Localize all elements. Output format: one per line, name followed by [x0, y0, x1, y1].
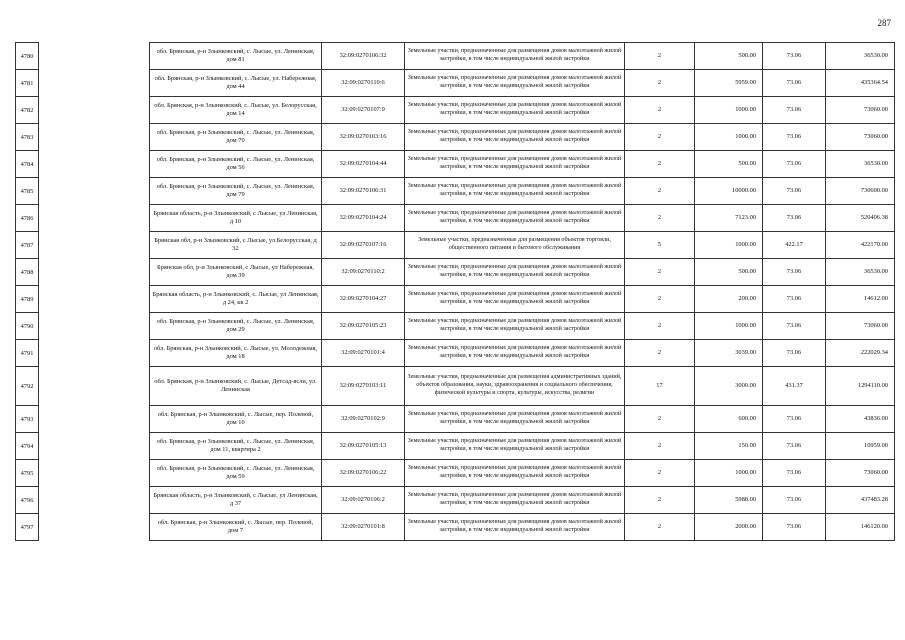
land-use-purpose-cell: Земельные участки, предназначенные для размещения домов малоэтажной жилой застройки, в том числе индивидуальной жилой застройки	[405, 340, 625, 367]
cadastral-value-cell: 36530.00	[826, 43, 895, 70]
area-cell: 5988.00	[695, 487, 763, 514]
address-cell: Брянская область, р-н Злынковский, с. Лысые, ул Ленинская, д 24, кв 2	[150, 286, 322, 313]
cadastral-value-cell: 146120.00	[826, 514, 895, 541]
area-cell: 600.00	[695, 406, 763, 433]
use-group-code-cell: 2	[625, 286, 695, 313]
specific-value-cell: 73.06	[763, 97, 826, 124]
row-number: 4783	[16, 124, 39, 151]
table-row	[150, 151, 895, 178]
cadastral-number-cell: 32:09:0270106:32	[322, 43, 405, 70]
row-number: 4790	[16, 313, 39, 340]
cadastral-number-cell: 32:09:0270106:31	[322, 178, 405, 205]
specific-value-cell: 73.06	[763, 487, 826, 514]
specific-value-cell: 73.06	[763, 178, 826, 205]
row-number: 4780	[16, 43, 39, 70]
land-use-purpose-cell: Земельные участки, предназначенные для размещения домов малоэтажной жилой застройки, в том числе индивидуальной жилой застройки	[405, 259, 625, 286]
land-use-purpose-cell: Земельные участки, предназначенные для размещения объектов торговли, общественного питания и бытового обслуживания	[405, 232, 625, 259]
cadastral-number-cell: 32:09:0270107:16	[322, 232, 405, 259]
use-group-code-cell: 2	[625, 124, 695, 151]
area-cell: 500.00	[695, 43, 763, 70]
land-use-purpose-cell: Земельные участки, предназначенные для размещения домов малоэтажной жилой застройки, в том числе индивидуальной жилой застройки	[405, 97, 625, 124]
table-row	[150, 232, 895, 259]
area-cell: 10000.00	[695, 178, 763, 205]
address-cell: обл. Брянская, р-н Злынковский, с. Лысые, пер. Полевой, дом 7	[150, 514, 322, 541]
land-use-purpose-cell: Земельные участки, предназначенные для размещения домов малоэтажной жилой застройки, в том числе индивидуальной жилой застройки	[405, 205, 625, 232]
use-group-code-cell: 2	[625, 178, 695, 205]
use-group-code-cell: 2	[625, 97, 695, 124]
specific-value-cell: 73.06	[763, 205, 826, 232]
row-number: 4786	[16, 205, 39, 232]
cadastral-number-cell: 32:09:0270106:22	[322, 460, 405, 487]
table-row	[150, 433, 895, 460]
address-cell: Брянская обл, р-н Злынковский, с Лысые, ул Белорусская, д 32	[150, 232, 322, 259]
area-cell: 5959.00	[695, 70, 763, 97]
cadastral-value-cell: 73060.00	[826, 313, 895, 340]
row-number: 4794	[16, 433, 39, 460]
cadastral-value-cell: 422170.00	[826, 232, 895, 259]
row-number-row	[16, 259, 39, 286]
table-row	[150, 487, 895, 514]
land-use-purpose-cell: Земельные участки, предназначенные для размещения домов малоэтажной жилой застройки, в том числе индивидуальной жилой застройки	[405, 70, 625, 97]
use-group-code-cell: 2	[625, 340, 695, 367]
specific-value-cell: 73.06	[763, 70, 826, 97]
land-use-purpose-cell: Земельные участки, предназначенные для размещения домов малоэтажной жилой застройки, в том числе индивидуальной жилой застройки	[405, 433, 625, 460]
table-row	[150, 313, 895, 340]
table-row	[150, 259, 895, 286]
cadastral-value-cell: 73060.00	[826, 97, 895, 124]
address-cell: обл. Брянская, р-н Злынковский, с. Лысые, ул. Ленинская, дом 56	[150, 151, 322, 178]
use-group-code-cell: 2	[625, 205, 695, 232]
address-cell: Брянская обл, р-н Злынковский, с Лысые, ул Набережная, дом 39	[150, 259, 322, 286]
row-number-row	[16, 313, 39, 340]
land-use-purpose-cell: Земельные участки, предназначенные для размещения домов малоэтажной жилой застройки, в том числе индивидуальной жилой застройки	[405, 178, 625, 205]
row-number: 4795	[16, 460, 39, 487]
address-cell: обл. Брянская, р-н Злынковский, с. Лысые, Детсад-ясли, ул. Ленинская	[150, 367, 322, 406]
address-cell: обл. Брянская, р-н Злынковский, с. Лысые, ул. Молодежная, дом 18	[150, 340, 322, 367]
table-row	[150, 514, 895, 541]
row-number: 4791	[16, 340, 39, 367]
address-cell: обл. Брянская, р-н Злынковский, с. Лысые, ул. Ленинская, дом 70	[150, 124, 322, 151]
cadastral-number-cell: 32:09:0270106:2	[322, 487, 405, 514]
use-group-code-cell: 2	[625, 460, 695, 487]
row-number-row	[16, 433, 39, 460]
cadastral-number-cell: 32:09:0270110:6	[322, 70, 405, 97]
row-number-row	[16, 43, 39, 70]
cadastral-number-cell: 32:09:0270102:9	[322, 406, 405, 433]
row-number: 4792	[16, 367, 39, 406]
cadastral-value-cell: 1294110.00	[826, 367, 895, 406]
specific-value-cell: 73.06	[763, 406, 826, 433]
cadastral-number-cell: 32:09:0270103:11	[322, 367, 405, 406]
table-row	[150, 70, 895, 97]
row-number-row	[16, 286, 39, 313]
row-number-row	[16, 178, 39, 205]
table-row	[150, 178, 895, 205]
land-use-purpose-cell: Земельные участки, предназначенные для размещения домов малоэтажной жилой застройки, в том числе индивидуальной жилой застройки	[405, 460, 625, 487]
address-cell: обл. Брянская, р-н Злынковский, с. Лысые, ул. Ленинская, дом 79	[150, 178, 322, 205]
table-row	[150, 97, 895, 124]
table-row	[150, 124, 895, 151]
row-number: 4789	[16, 286, 39, 313]
use-group-code-cell: 2	[625, 433, 695, 460]
land-use-purpose-cell: Земельные участки, предназначенные для размещения домов малоэтажной жилой застройки, в том числе индивидуальной жилой застройки	[405, 487, 625, 514]
row-number-row	[16, 514, 39, 541]
table-row	[150, 340, 895, 367]
use-group-code-cell: 2	[625, 514, 695, 541]
land-use-purpose-cell: Земельные участки, предназначенные для размещения домов малоэтажной жилой застройки, в том числе индивидуальной жилой застройки	[405, 124, 625, 151]
address-cell: обл. Брянская, р-н Злынковский, с. Лысые, ул. Ленинская, дом 59	[150, 460, 322, 487]
cadastral-value-cell: 10959.00	[826, 433, 895, 460]
address-cell: обл. Брянская, р-н Злынковский, с. Лысые, ул. Ленинская, дом 11, квартира 2	[150, 433, 322, 460]
land-use-purpose-cell: Земельные участки, предназначенные для размещения домов малоэтажной жилой застройки, в том числе индивидуальной жилой застройки	[405, 151, 625, 178]
table-row	[150, 43, 895, 70]
use-group-code-cell: 2	[625, 151, 695, 178]
use-group-code-cell: 5	[625, 232, 695, 259]
cadastral-number-cell: 32:09:0270104:24	[322, 205, 405, 232]
table-row	[150, 367, 895, 406]
cadastral-number-cell: 32:09:0270104:44	[322, 151, 405, 178]
area-cell: 1000.00	[695, 124, 763, 151]
table-row	[150, 205, 895, 232]
address-cell: обл. Брянская, р-н Злынковский, с. Лысые, пер. Полевой, дом 10	[150, 406, 322, 433]
land-use-purpose-cell: Земельные участки, предназначенные для размещения домов малоэтажной жилой застройки, в том числе индивидуальной жилой застройки	[405, 286, 625, 313]
use-group-code-cell: 2	[625, 487, 695, 514]
land-use-purpose-cell: Земельные участки, предназначенные для размещения домов малоэтажной жилой застройки, в том числе индивидуальной жилой застройки	[405, 313, 625, 340]
cadastral-number-cell: 32:09:0270101:8	[322, 514, 405, 541]
address-cell: обл. Брянская, р-н Злынковский, с. Лысые, ул. Ленинская, дом 81	[150, 43, 322, 70]
address-cell: обл. Брянская, р-н Злынковский, с. Лысые, ул. Набережная, дом 44	[150, 70, 322, 97]
area-cell: 150.00	[695, 433, 763, 460]
land-use-purpose-cell: Земельные участки, предназначенные для размещения домов малоэтажной жилой застройки, в том числе индивидуальной жилой застройки	[405, 406, 625, 433]
cadastral-number-cell: 32:09:0270110:2	[322, 259, 405, 286]
cadastral-value-cell: 43836.00	[826, 406, 895, 433]
area-cell: 200.00	[695, 286, 763, 313]
row-number-row	[16, 205, 39, 232]
cadastral-number-cell: 32:09:0270105:23	[322, 313, 405, 340]
page-number: 287	[877, 18, 891, 28]
cadastral-number-cell: 32:09:0270101:4	[322, 340, 405, 367]
cadastral-value-cell: 437483.28	[826, 487, 895, 514]
area-cell: 7123.00	[695, 205, 763, 232]
row-number: 4793	[16, 406, 39, 433]
area-cell: 500.00	[695, 151, 763, 178]
cadastral-value-cell: 36530.00	[826, 259, 895, 286]
cadastral-value-cell: 435364.54	[826, 70, 895, 97]
cadastral-value-cell: 73060.00	[826, 124, 895, 151]
cadastral-number-cell: 32:09:0270105:13	[322, 433, 405, 460]
table-row	[150, 460, 895, 487]
cadastral-value-cell: 14612.00	[826, 286, 895, 313]
address-cell: обл. Брянская, р-н Злынковский, с. Лысые, ул. Белорусская, дом 14	[150, 97, 322, 124]
row-number-row	[16, 367, 39, 406]
land-use-purpose-cell: Земельные участки, предназначенные для размещения домов малоэтажной жилой застройки, в том числе индивидуальной жилой застройки	[405, 43, 625, 70]
specific-value-cell: 73.06	[763, 460, 826, 487]
land-plots-table	[149, 42, 895, 541]
row-number: 4781	[16, 70, 39, 97]
row-number: 4787	[16, 232, 39, 259]
address-cell: Брянская область, р-н Злынковский, с Лысые, ул Ленинская, д 10	[150, 205, 322, 232]
specific-value-cell: 431.37	[763, 367, 826, 406]
cadastral-value-cell: 73060.00	[826, 460, 895, 487]
cadastral-number-cell: 32:09:0270104:27	[322, 286, 405, 313]
use-group-code-cell: 2	[625, 313, 695, 340]
area-cell: 1000.00	[695, 460, 763, 487]
use-group-code-cell: 2	[625, 259, 695, 286]
row-number-row	[16, 406, 39, 433]
use-group-code-cell: 17	[625, 367, 695, 406]
row-number-row	[16, 487, 39, 514]
specific-value-cell: 73.06	[763, 433, 826, 460]
cadastral-value-cell: 730600.00	[826, 178, 895, 205]
use-group-code-cell: 2	[625, 406, 695, 433]
specific-value-cell: 73.06	[763, 286, 826, 313]
address-cell: обл. Брянская, р-н Злынковский, с. Лысые, ул. Ленинская, дом 29	[150, 313, 322, 340]
area-cell: 1000.00	[695, 232, 763, 259]
row-number-row	[16, 124, 39, 151]
area-cell: 3039.00	[695, 340, 763, 367]
use-group-code-cell: 2	[625, 70, 695, 97]
specific-value-cell: 73.06	[763, 259, 826, 286]
area-cell: 1000.00	[695, 97, 763, 124]
row-number: 4788	[16, 259, 39, 286]
table-row	[150, 286, 895, 313]
specific-value-cell: 73.06	[763, 124, 826, 151]
cadastral-number-cell: 32:09:0270103:16	[322, 124, 405, 151]
row-number-column	[15, 42, 39, 541]
specific-value-cell: 73.06	[763, 43, 826, 70]
specific-value-cell: 73.06	[763, 514, 826, 541]
specific-value-cell: 73.06	[763, 340, 826, 367]
area-cell: 500.00	[695, 259, 763, 286]
area-cell: 3000.00	[695, 367, 763, 406]
table-row	[150, 406, 895, 433]
row-number-row	[16, 151, 39, 178]
row-number-row	[16, 460, 39, 487]
land-use-purpose-cell: Земельные участки, предназначенные для размещения домов малоэтажной жилой застройки, в том числе индивидуальной жилой застройки	[405, 514, 625, 541]
row-number: 4784	[16, 151, 39, 178]
specific-value-cell: 422.17	[763, 232, 826, 259]
area-cell: 2000.00	[695, 514, 763, 541]
use-group-code-cell: 2	[625, 43, 695, 70]
row-number-row	[16, 340, 39, 367]
address-cell: Брянская область, р-н Злынковский, с Лысые, ул Ленинская, д 37	[150, 487, 322, 514]
row-number: 4785	[16, 178, 39, 205]
area-cell: 1000.00	[695, 313, 763, 340]
cadastral-value-cell: 222029.34	[826, 340, 895, 367]
row-number: 4797	[16, 514, 39, 541]
cadastral-value-cell: 520406.38	[826, 205, 895, 232]
row-number: 4796	[16, 487, 39, 514]
land-use-purpose-cell: Земельные участки, предназначенные для размещения административных зданий, объектов образования, науки, здравоохранения и социального обеспечения, физической культуры и спорта, культуры, искусства, религии	[405, 367, 625, 406]
row-number-row	[16, 70, 39, 97]
cadastral-number-cell: 32:09:0270107:9	[322, 97, 405, 124]
cadastral-value-cell: 36530.00	[826, 151, 895, 178]
row-number-row	[16, 232, 39, 259]
specific-value-cell: 73.06	[763, 151, 826, 178]
row-number: 4782	[16, 97, 39, 124]
row-number-row	[16, 97, 39, 124]
specific-value-cell: 73.06	[763, 313, 826, 340]
